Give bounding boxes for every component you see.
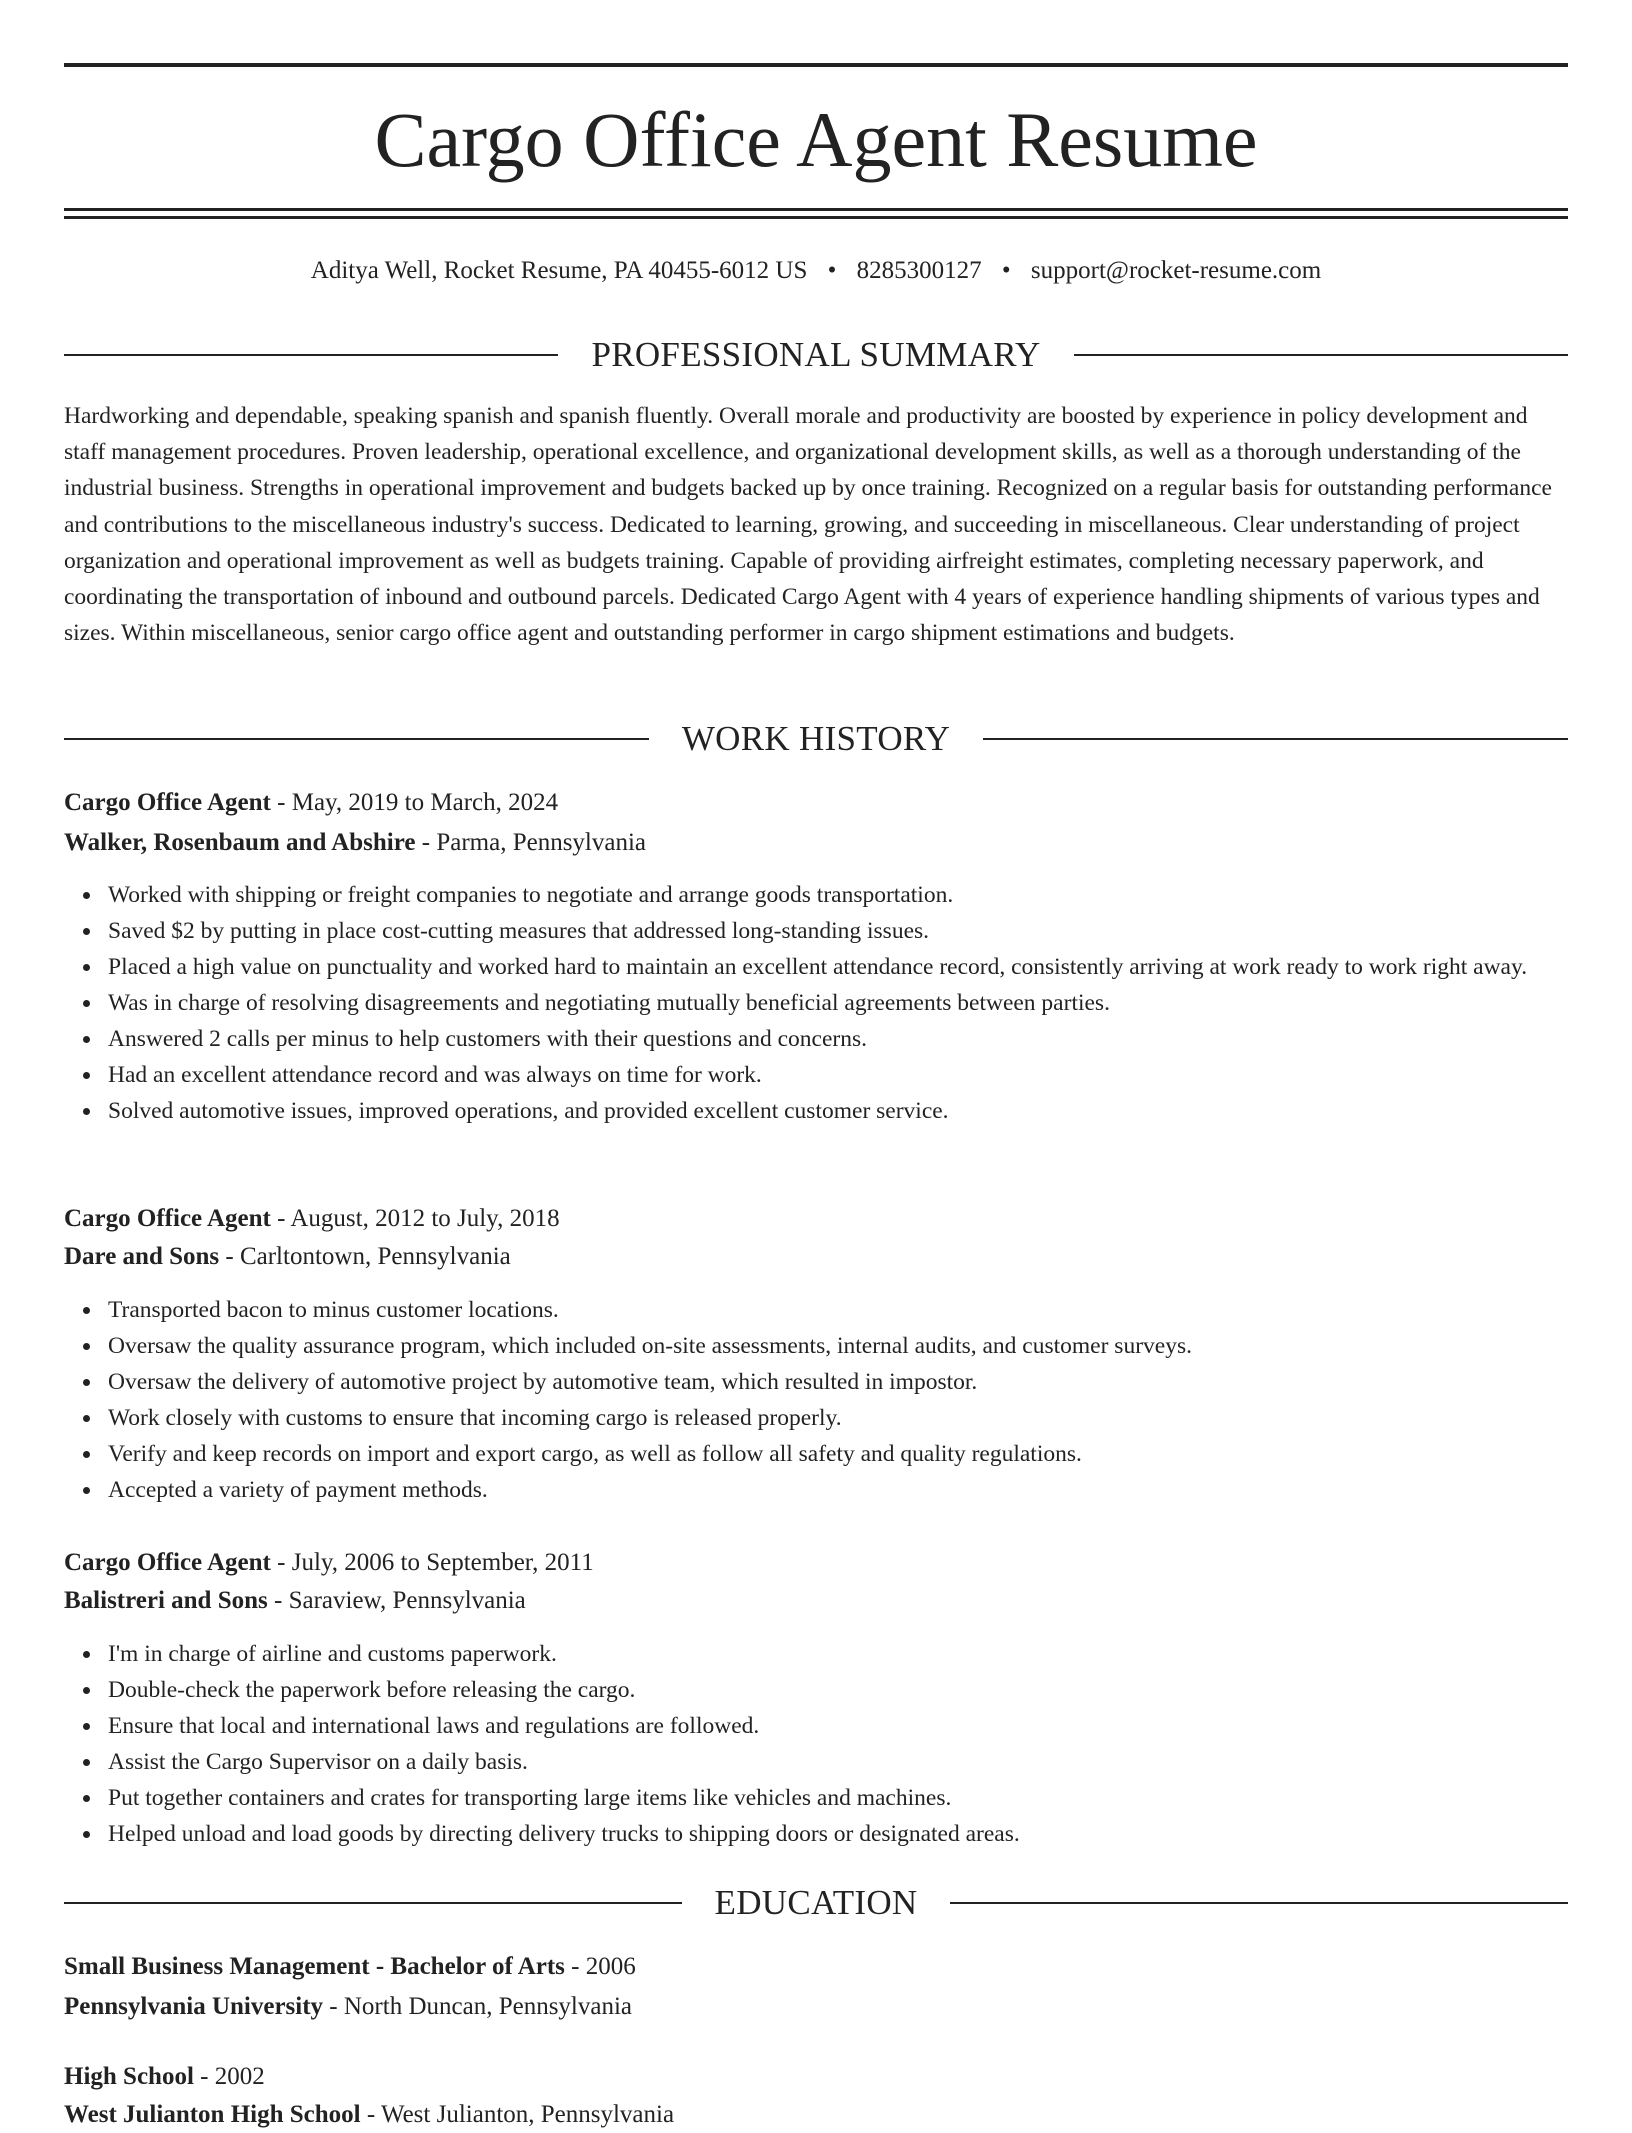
resume-title: Cargo Office Agent Resume bbox=[374, 96, 1258, 183]
job-company: Dare and Sons bbox=[64, 1243, 220, 1270]
job-bullet: Ensure that local and international laws and regulations are followed. bbox=[108, 1708, 1612, 1744]
job-location: - Carltontown, Pennsylvania bbox=[219, 1243, 511, 1270]
education-school: Pennsylvania University bbox=[64, 1993, 324, 2020]
job-bullet: Oversaw the quality assurance program, which included on-site assessments, internal audits, and customer surveys. bbox=[108, 1328, 1612, 1364]
job-company: Balistreri and Sons bbox=[64, 1587, 268, 1614]
job-bullet: Helped unload and load goods by directing delivery trucks to shipping doors or designated areas. bbox=[108, 1816, 1612, 1852]
section-title-summary: PROFESSIONAL SUMMARY bbox=[591, 335, 1041, 374]
job-dates: - May, 2019 to March, 2024 bbox=[270, 789, 559, 816]
contact-address: Aditya Well, Rocket Resume, PA 40455-6012 US bbox=[310, 257, 808, 284]
job-title: Cargo Office Agent bbox=[64, 1205, 271, 1232]
job-title-line bbox=[64, 785, 1568, 821]
section-header-summary bbox=[64, 333, 1568, 377]
section-header-work bbox=[64, 717, 1568, 761]
section-title-education: EDUCATION bbox=[714, 1883, 918, 1922]
education-school-line bbox=[64, 1989, 1568, 2025]
job-bullet: Transported bacon to minus customer locations. bbox=[108, 1292, 1612, 1328]
section-rule bbox=[983, 738, 1568, 740]
job-bullet: Worked with shipping or freight companies to negotiate and arrange goods transportation. bbox=[108, 877, 1612, 913]
education-year: - 2002 bbox=[193, 2063, 265, 2090]
job-bullet: Verify and keep records on import and export cargo, as well as follow all safety and quality regulations. bbox=[108, 1436, 1612, 1472]
job-bullet: Solved automotive issues, improved operations, and provided excellent customer service. bbox=[108, 1093, 1612, 1129]
job-bullet: Was in charge of resolving disagreements and negotiating mutually beneficial agreements between parties. bbox=[108, 985, 1612, 1021]
contact-separator: • bbox=[1001, 257, 1011, 284]
job-company-line bbox=[64, 1239, 1568, 1275]
job-company: Walker, Rosenbaum and Abshire bbox=[64, 829, 416, 856]
job-dates: - August, 2012 to July, 2018 bbox=[270, 1205, 560, 1232]
title-double-rule-lower bbox=[64, 216, 1568, 219]
education-location: - North Duncan, Pennsylvania bbox=[323, 1993, 633, 2020]
professional-summary-text: Hardworking and dependable, speaking spanish and spanish fluently. Overall morale and productivity are boosted by experience in policy development and staff management procedures. Proven leadership, operational excellence, and organizational development skills, as well as a thorough understanding of the industrial business. Strengths in operational improvement and budgets backed up by once training. Recognized on a regular basis for outstanding performance and contributions to the miscellaneous industry's success. Dedicated to learning, growing, and succeeding in miscellaneous. Clear understanding of project organization and operational improvement as well as budgets training. Capable of providing airfreight estimates, completing necessary paperwork, and coordinating the transportation of inbound and outbound parcels. Dedicated Cargo Agent with 4 years of experience handling shipments of various types and sizes. Within miscellaneous, senior cargo office agent and outstanding performer in cargo shipment estimations and budgets. bbox=[64, 403, 1552, 647]
section-title-work: WORK HISTORY bbox=[681, 719, 951, 758]
job-bullet: Oversaw the delivery of automotive project by automotive team, which resulted in impostor. bbox=[108, 1364, 1612, 1400]
education-degree-line bbox=[64, 1949, 1568, 1985]
job-company-line bbox=[64, 825, 1568, 861]
job-company-line bbox=[64, 1583, 1568, 1619]
contact-line bbox=[64, 253, 1568, 289]
job-bullets bbox=[64, 1636, 1612, 1852]
education-degree-line bbox=[64, 2059, 1568, 2095]
job-title: Cargo Office Agent bbox=[64, 789, 271, 816]
job-bullet: Put together containers and crates for transporting large items like vehicles and machines. bbox=[108, 1780, 1612, 1816]
job-bullets bbox=[64, 1292, 1612, 1508]
job-bullet: Had an excellent attendance record and was always on time for work. bbox=[108, 1057, 1612, 1093]
job-location: - Saraview, Pennsylvania bbox=[267, 1587, 526, 1614]
top-rule bbox=[64, 63, 1568, 67]
job-bullet: Accepted a variety of payment methods. bbox=[108, 1472, 1612, 1508]
job-title-line bbox=[64, 1201, 1568, 1237]
job-dates: - July, 2006 to September, 2011 bbox=[270, 1549, 594, 1576]
job-bullets bbox=[64, 877, 1612, 1129]
job-bullet: Work closely with customs to ensure that incoming cargo is released properly. bbox=[108, 1400, 1612, 1436]
education-degree: High School bbox=[64, 2063, 194, 2090]
section-rule bbox=[1074, 354, 1568, 356]
education-degree: Small Business Management - Bachelor of Arts bbox=[64, 1953, 565, 1980]
section-header-education bbox=[64, 1881, 1568, 1925]
job-bullet: I'm in charge of airline and customs paperwork. bbox=[108, 1636, 1612, 1672]
education-school-line bbox=[64, 2097, 1568, 2133]
job-title: Cargo Office Agent bbox=[64, 1549, 271, 1576]
education-school: West Julianton High School bbox=[64, 2101, 361, 2128]
education-location: - West Julianton, Pennsylvania bbox=[360, 2101, 675, 2128]
contact-email: support@rocket-resume.com bbox=[1030, 257, 1322, 284]
section-rule bbox=[64, 1902, 682, 1904]
job-bullet: Assist the Cargo Supervisor on a daily basis. bbox=[108, 1744, 1612, 1780]
job-bullet: Saved $2 by putting in place cost-cutting measures that addressed long-standing issues. bbox=[108, 913, 1612, 949]
job-bullet: Placed a high value on punctuality and worked hard to maintain an excellent attendance record, consistently arriving at work ready to work right away. bbox=[108, 949, 1612, 985]
job-bullet: Answered 2 calls per minus to help customers with their questions and concerns. bbox=[108, 1021, 1612, 1057]
section-rule bbox=[64, 738, 649, 740]
section-rule bbox=[950, 1902, 1568, 1904]
contact-separator: • bbox=[827, 257, 837, 284]
title-double-rule-upper bbox=[64, 208, 1568, 211]
job-location: - Parma, Pennsylvania bbox=[415, 829, 647, 856]
education-year: - 2006 bbox=[564, 1953, 636, 1980]
job-title-line bbox=[64, 1545, 1568, 1581]
job-bullet: Double-check the paperwork before releasing the cargo. bbox=[108, 1672, 1612, 1708]
contact-phone: 8285300127 bbox=[856, 257, 982, 284]
section-rule bbox=[64, 354, 558, 356]
